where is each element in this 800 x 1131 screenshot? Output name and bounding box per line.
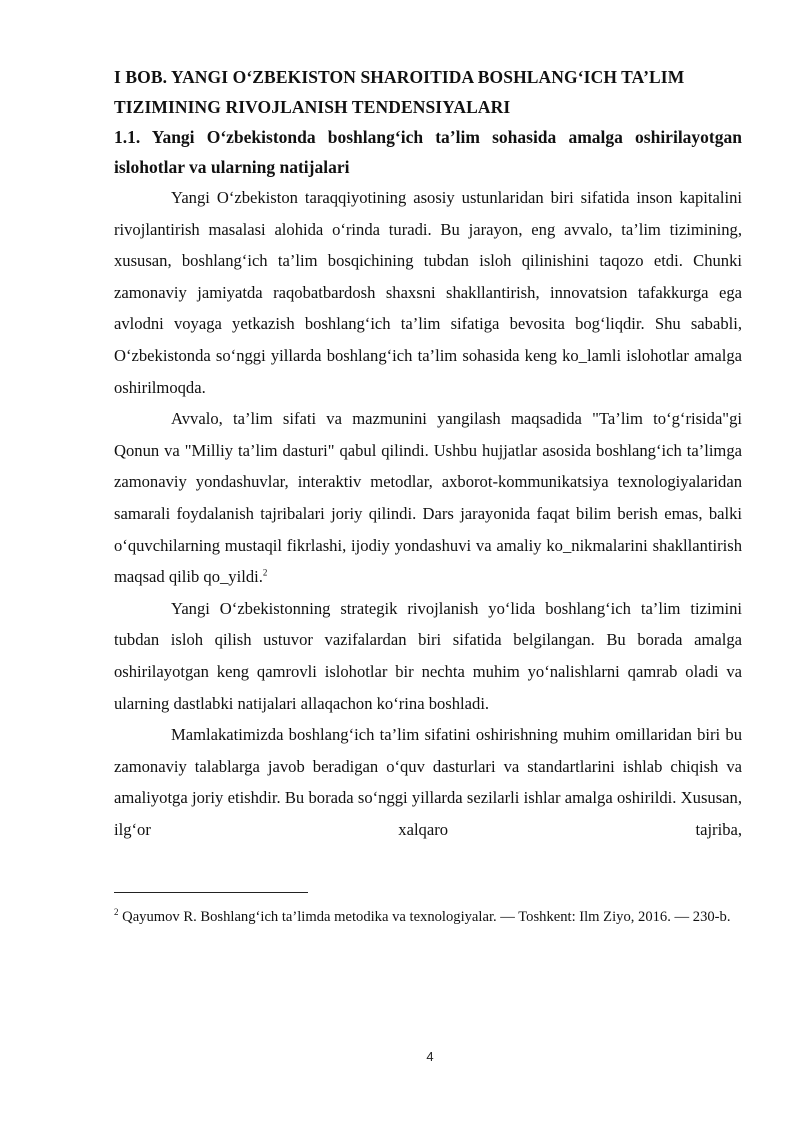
paragraph-3 <box>114 593 742 719</box>
footnote-text: Qayumov R. Boshlang‘ich ta’limda metodika va texnologiyalar. — Toshkent: Ilm Ziyo, 2016. — 230-b. <box>122 909 731 925</box>
section-title: 1.1. Yangi O‘zbekistonda boshlang‘ich ta’lim sohasida amalga oshirilayotgan islohotlar va ularning natijalari <box>114 127 742 177</box>
paragraph-2 <box>114 403 742 593</box>
page-body <box>114 62 742 845</box>
paragraph-3-text: Yangi O‘zbekistonning strategik rivojlanish yo‘lida boshlang‘ich ta’lim tizimini tubdan isloh qilish ustuvor vazifalardan biri sifatida belgilangan. Bu borada amalga oshirilayotgan keng qamrovli islohotlar bir nechta muhim yo‘nalishlarni qamrab oladi va ularning dastlabki natijalari allaqachon ko‘rina boshladi. <box>114 598 742 713</box>
paragraph-4 <box>114 719 742 845</box>
paragraph-4-text: Mamlakatimizda boshlang‘ich ta’lim sifatini oshirishning muhim omillaridan biri bu zamonaviy talablarga javob beradigan o‘quv dasturlari va standartlarini ishlab chiqish va amaliyotga joriy etishdir. Bu borada so‘nggi yillarda sezilarli ishlar amalga oshirildi. Xususan, ilg‘or xalqaro tajriba, <box>114 725 742 839</box>
footnote-divider <box>114 892 308 893</box>
footnote <box>114 902 742 932</box>
page-number: 4 <box>426 1049 434 1064</box>
paragraph-1 <box>114 182 742 403</box>
footnote-reference[interactable]: 2 <box>262 567 268 578</box>
footnote-marker: 2 <box>114 907 119 918</box>
paragraph-2-text: Avvalo, ta’lim sifati va mazmunini yangilash maqsadida "Ta’lim to‘g‘risida"gi Qonun va "Milliy ta’lim dasturi" qabul qilindi. Ushbu hujjatlar asosida boshlang‘ich ta’limga zamonaviy yondashuvlar, interaktiv metodlar, axborot-kommunikatsiya texnologiyalaridan samarali foydalanish tajribalari joriy qilindi. Dars jarayonida faqat bilim berish emas, balki o‘quvchilarning mustaqil fikrlashi, ijodiy yondashuvi va amaliy ko_nikmalarini shakllantirish maqsad qilib qo_yildi. <box>114 409 742 587</box>
paragraph-1-text: Yangi O‘zbekiston taraqqiyotining asosiy ustunlaridan biri sifatida inson kapitalini rivojlantirish masalasi alohida o‘rinda turadi. Bu jarayon, eng avvalo, ta’lim tizimining, xususan, boshlang‘ich ta’lim bosqichining tubdan isloh qilinishini taqozo etdi. Chunki zamonaviy jamiyatda raqobatbardosh shaxsni shakllantirish, innovatsion tafakkurga ega avlodni voyaga yetkazish boshlang‘ich ta’lim sifatiga bevosita bog‘liqdir. Shu sababli, O‘zbekistonda so‘nggi yillarda boshlang‘ich ta’lim sohasida keng ko_lamli islohotlar amalga oshirilmoqda. <box>114 188 742 397</box>
chapter-title: I BOB. YANGI O‘ZBEKISTON SHAROITIDA BOSHLANG‘ICH TA’LIM TIZIMINING RIVOJLANISH TENDENSIYALARI <box>114 67 685 117</box>
